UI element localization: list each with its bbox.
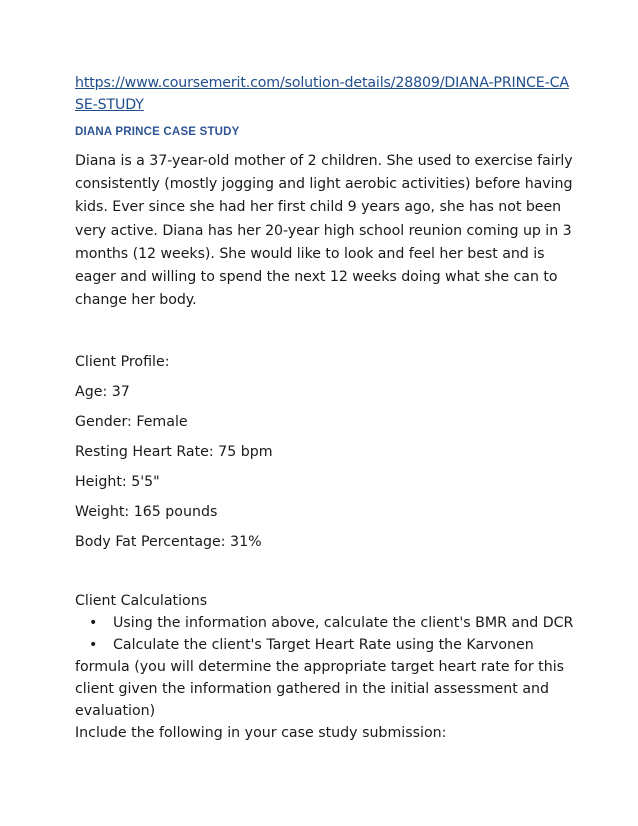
intro-paragraph: Diana is a 37-year-old mother of 2 children. She used to exercise fairly consistently (mostly jogging and light aerobic activities) before having kids. Ever since she had her first child 9 years ago, she has not been very active. Diana has her 20-year high school reunion coming up in 3 months (12 weeks). She would like to look and feel her best and is eager and willing to spend the next 12 weeks doing what she can to change her body. xyxy=(75,153,573,309)
list-item xyxy=(75,612,575,634)
case-study-heading: DIANA PRINCE CASE STUDY xyxy=(75,126,240,138)
profile-body-fat: Body Fat Percentage: 31% xyxy=(75,534,262,551)
bullet-icon: • xyxy=(89,637,98,654)
client-profile-title: Client Profile: xyxy=(75,354,170,371)
bullet-icon: • xyxy=(89,615,98,632)
profile-age: Age: 37 xyxy=(75,384,130,401)
list-item xyxy=(75,634,575,722)
source-link[interactable]: https://www.coursemerit.com/solution-details/28809/DIANA-PRINCE-CASE-STUDY xyxy=(75,75,569,113)
profile-height: Height: 5'5" xyxy=(75,474,160,491)
list-item-text: Calculate the client's Target Heart Rate using the Karvonen formula (you will determine the appropriate target heart rate for this client given the information gathered in the initial assessment and evaluation) xyxy=(75,637,565,720)
calculations-list xyxy=(75,612,575,722)
include-instruction: Include the following in your case study submission: xyxy=(75,725,447,742)
profile-resting-heart-rate: Resting Heart Rate: 75 bpm xyxy=(75,444,273,461)
profile-weight: Weight: 165 pounds xyxy=(75,504,218,521)
document-page xyxy=(75,72,575,744)
profile-gender: Gender: Female xyxy=(75,414,188,431)
list-item-text: Using the information above, calculate the client's BMR and DCR xyxy=(113,615,574,632)
client-calculations-title: Client Calculations xyxy=(75,593,208,610)
